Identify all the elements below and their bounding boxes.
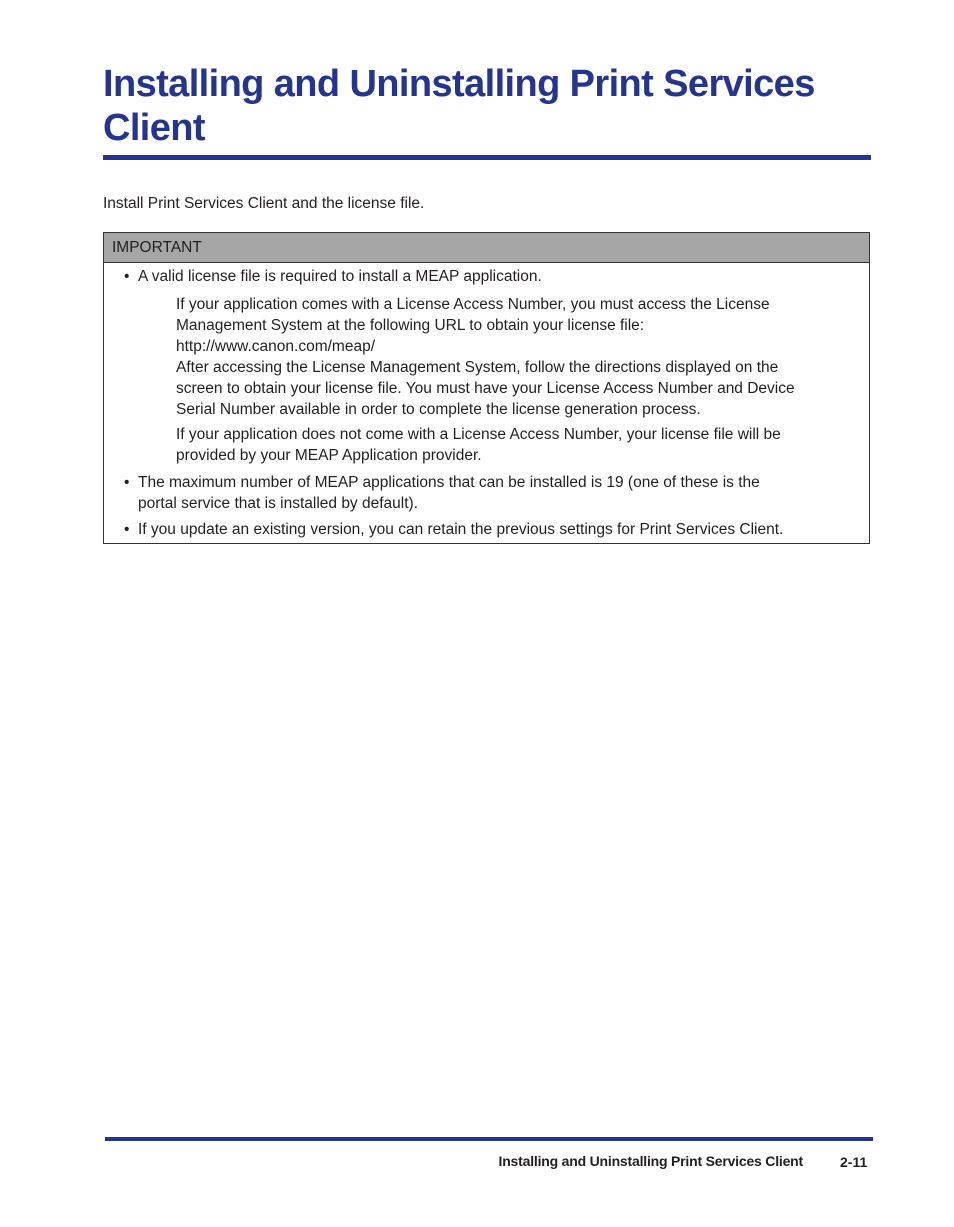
- sub-line: provided by your MEAP Application provider.: [176, 447, 482, 464]
- sub-line: If your application comes with a License Access Number, you must access the License: [176, 296, 770, 313]
- list-item: [124, 519, 864, 540]
- sub-paragraph-license-access: [176, 294, 866, 420]
- bullet-icon: •: [124, 268, 130, 285]
- sub-line: Management System at the following URL to obtain your license file:: [176, 317, 645, 334]
- sub-line: If your application does not come with a License Access Number, your license file will be: [176, 426, 781, 443]
- bullet-text: If you update an existing version, you can retain the previous settings for Print Services Client.: [138, 521, 784, 538]
- intro-text: Install Print Services Client and the license file.: [103, 195, 425, 212]
- sub-paragraph-no-access: [176, 424, 866, 466]
- page-title-line-2: Client: [103, 107, 205, 149]
- important-header: IMPORTANT: [104, 233, 869, 263]
- bullet-icon: •: [124, 474, 130, 491]
- footer-divider: [105, 1137, 873, 1141]
- list-item: [124, 266, 844, 287]
- bullet-text: [124, 472, 844, 514]
- list-item: [124, 472, 844, 514]
- page-title: [103, 62, 871, 150]
- title-divider: [103, 155, 871, 160]
- sub-line: screen to obtain your license file. You must have your License Access Number and Device: [176, 380, 795, 397]
- page-title-line-1: Installing and Uninstalling Print Services: [103, 63, 815, 105]
- page-number: 2-11: [840, 1154, 868, 1170]
- sub-line: After accessing the License Management System, follow the directions displayed on the: [176, 359, 779, 376]
- footer-section-title: Installing and Uninstalling Print Services Client: [498, 1153, 803, 1169]
- important-notice: [103, 232, 870, 544]
- license-url-text: http://www.canon.com/meap/: [176, 338, 376, 355]
- bullet-line: The maximum number of MEAP applications that can be installed is 19 (one of these is the: [138, 474, 760, 491]
- bullet-icon: •: [124, 521, 130, 538]
- bullet-text: A valid license file is required to install a MEAP application.: [138, 268, 542, 285]
- sub-line: Serial Number available in order to complete the license generation process.: [176, 401, 701, 418]
- bullet-line: portal service that is installed by default).: [138, 495, 418, 512]
